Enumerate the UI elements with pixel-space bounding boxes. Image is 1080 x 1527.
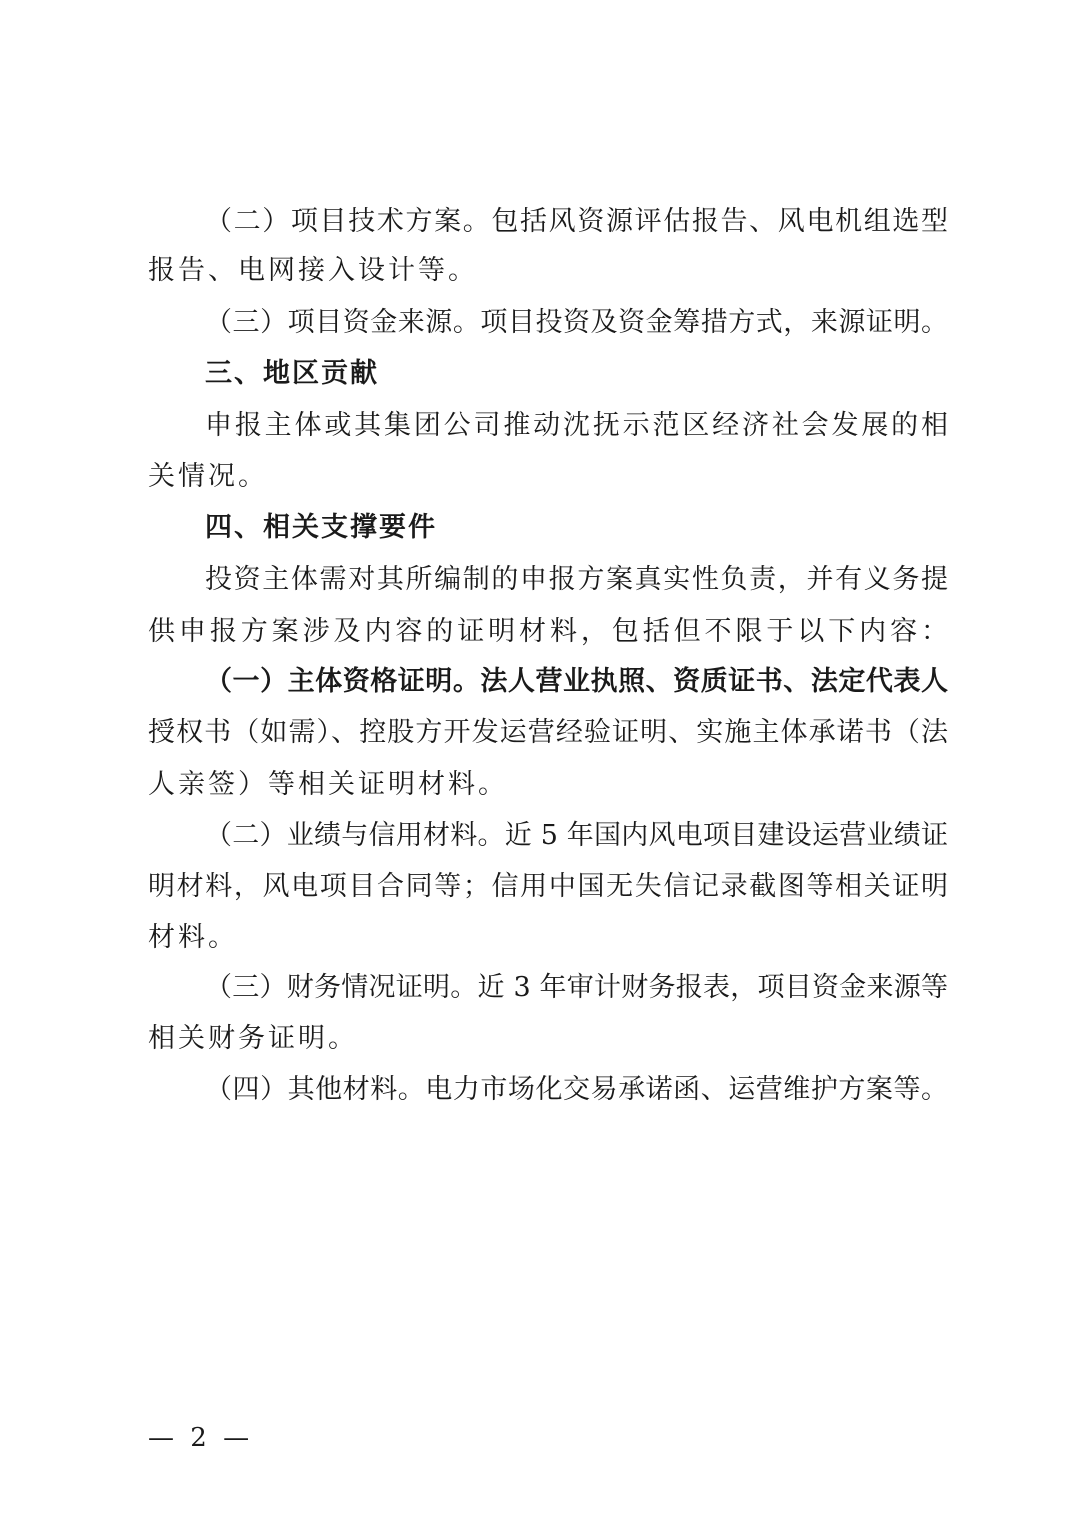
- paragraph-line: 供申报方案涉及内容的证明材料，包括但不限于以下内容：: [148, 616, 948, 647]
- paragraph-line: 报告、电网接入设计等。: [148, 255, 478, 286]
- paragraph-line: 相关财务证明。: [148, 1023, 358, 1054]
- paragraph-line: （三）项目资金来源。项目投资及资金筹措方式，来源证明。: [205, 307, 948, 338]
- paragraph-line: （四）其他材料。电力市场化交易承诺函、运营维护方案等。: [205, 1074, 948, 1105]
- paragraph-line: （三）财务情况证明。近 3 年审计财务报表，项目资金来源等: [205, 972, 948, 1003]
- page-number: — 2 —: [148, 1423, 254, 1453]
- paragraph-line: 授权书（如需）、控股方开发运营经验证明、实施主体承诺书（法: [148, 717, 948, 748]
- paragraph-line: 材料。: [148, 922, 238, 953]
- paragraph-line: （二）项目技术方案。包括风资源评估报告、风电机组选型: [205, 206, 948, 237]
- paragraph-line: 明材料，风电项目合同等；信用中国无失信记录截图等相关证明: [148, 871, 948, 902]
- paragraph-line: （二）业绩与信用材料。近 5 年国内风电项目建设运营业绩证: [205, 820, 948, 851]
- paragraph-line: （一）主体资格证明。法人营业执照、资质证书、法定代表人: [205, 666, 948, 697]
- paragraph-line: 投资主体需对其所编制的申报方案真实性负责，并有义务提: [205, 564, 948, 595]
- section-heading: 三、地区贡献: [205, 358, 379, 389]
- paragraph-line: 申报主体或其集团公司推动沈抚示范区经济社会发展的相: [205, 410, 948, 441]
- paragraph-line: 人亲签）等相关证明材料。: [148, 769, 508, 800]
- paragraph-line: 关情况。: [148, 461, 268, 492]
- section-heading: 四、相关支撑要件: [205, 512, 437, 543]
